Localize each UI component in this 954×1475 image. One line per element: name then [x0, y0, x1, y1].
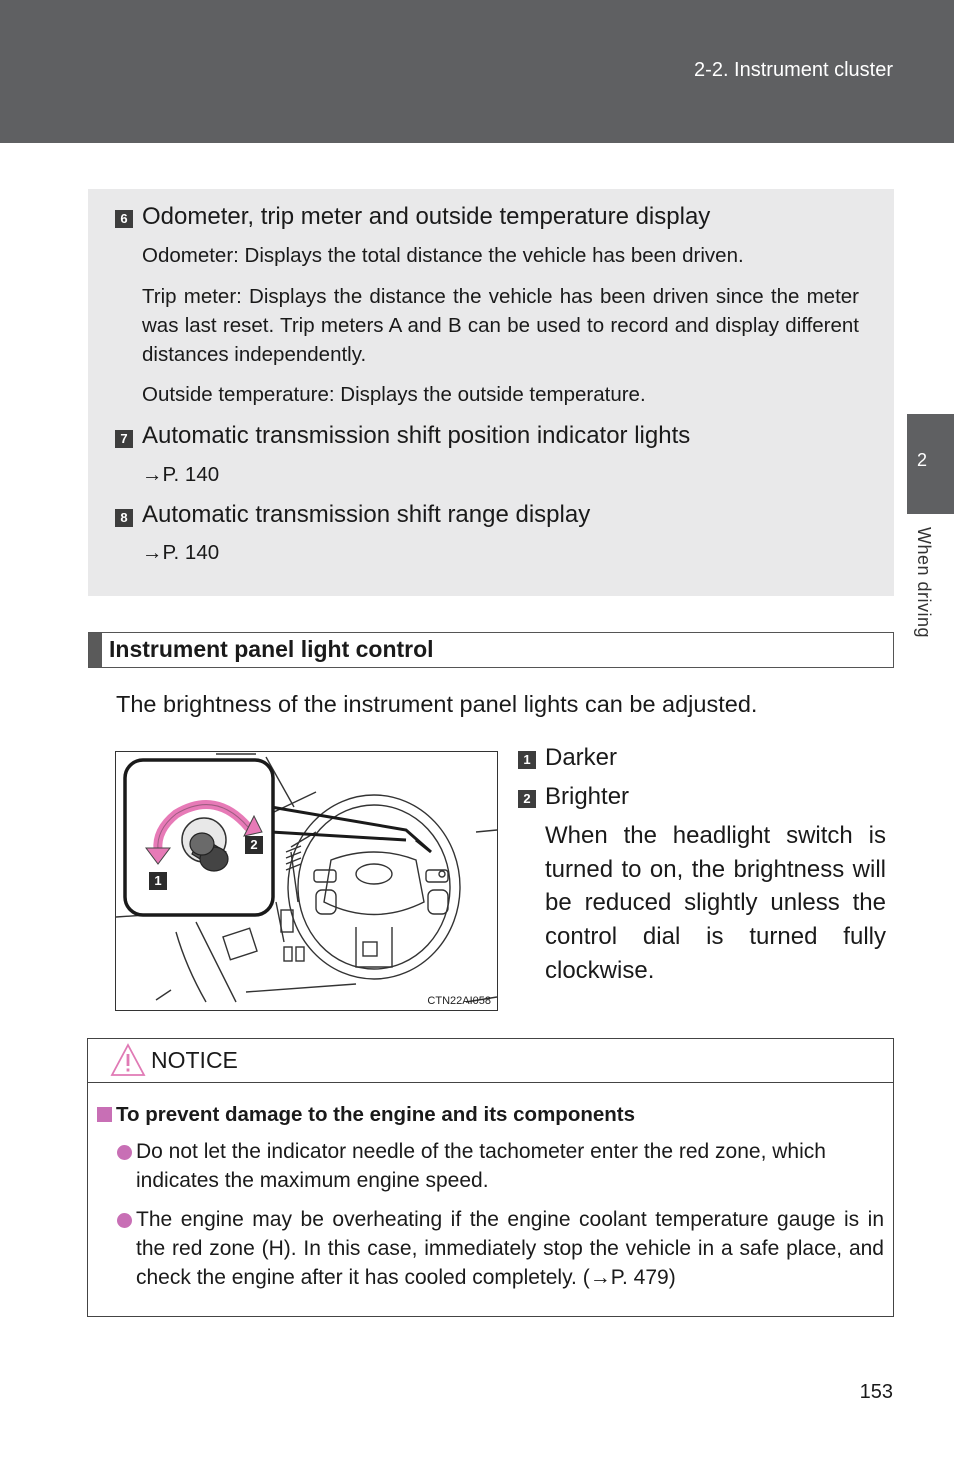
notice-bullet-2: The engine may be overheating if the engine coolant temperature gauge is in the red zone (H). In this case, immediately stop the vehicle in a safe place, and check the engine after it has cooled completely. (→P. 479) — [136, 1208, 884, 1289]
item-title-shift-position: Automatic transmission shift position indicator lights — [142, 422, 691, 449]
chapter-tab — [907, 414, 954, 514]
bullet-dot-icon — [117, 1213, 132, 1228]
heading-bar — [89, 633, 102, 667]
square-bullet-icon — [97, 1107, 112, 1122]
figure-badge-2: 2 — [245, 836, 263, 854]
item-badge-8: 8 — [115, 509, 133, 527]
notice-title: NOTICE — [151, 1047, 238, 1073]
item-title-odometer: Odometer, trip meter and outside temperature display — [142, 203, 711, 230]
item-ref-shift-position: →P. 140 — [142, 463, 220, 486]
bullet-dot-icon — [117, 1145, 132, 1160]
notice-box — [87, 1038, 894, 1317]
item-badge-7: 7 — [115, 430, 133, 448]
item-desc-outside-temp: Outside temperature: Displays the outside temperature. — [142, 383, 646, 406]
legend-badge-1: 1 — [518, 751, 536, 769]
item-title-shift-range: Automatic transmission shift range display — [142, 501, 591, 528]
section-heading-text: Instrument panel light control — [109, 636, 434, 662]
section-heading — [88, 632, 894, 668]
section-intro: The brightness of the instrument panel lights can be adjusted. — [116, 691, 758, 717]
section-reference: 2-2. Instrument cluster — [694, 59, 893, 81]
page-header — [0, 0, 954, 143]
item-desc-odometer: Odometer: Displays the total distance the vehicle has been driven. — [142, 244, 744, 267]
legend-label-darker: Darker — [545, 744, 618, 771]
notice-header — [88, 1039, 893, 1083]
item-ref-shift-range: →P. 140 — [142, 541, 220, 564]
chapter-number: 2 — [917, 450, 928, 470]
figure-badge-1: 1 — [149, 872, 167, 890]
dashboard-drawing — [116, 752, 497, 1010]
legend-badge-2: 2 — [518, 790, 536, 808]
item-badge-6: 6 — [115, 210, 133, 228]
chapter-label: When driving — [914, 527, 934, 639]
legend-label-brighter: Brighter — [545, 783, 630, 810]
notice-bullet-1: Do not let the indicator needle of the tachometer enter the red zone, which indicates the maximum engine speed. — [136, 1140, 826, 1192]
item-desc-trip-meter: Trip meter: Displays the distance the vehicle has been driven since the meter was last reset. Trip meters A and B can be used to record and display different distances independently. — [142, 285, 859, 366]
notice-subheading: To prevent damage to the engine and its components — [116, 1103, 636, 1126]
info-box — [88, 189, 894, 596]
legend-note: When the headlight switch is turned to on, the brightness will be reduced slightly unless the control dial is turned fully clockwise. — [545, 822, 886, 984]
warning-icon — [110, 1043, 146, 1077]
figure-code: CTN22AI058 — [427, 995, 491, 1007]
page-number: 153 — [859, 1381, 893, 1403]
dial-illustration — [115, 751, 498, 1011]
